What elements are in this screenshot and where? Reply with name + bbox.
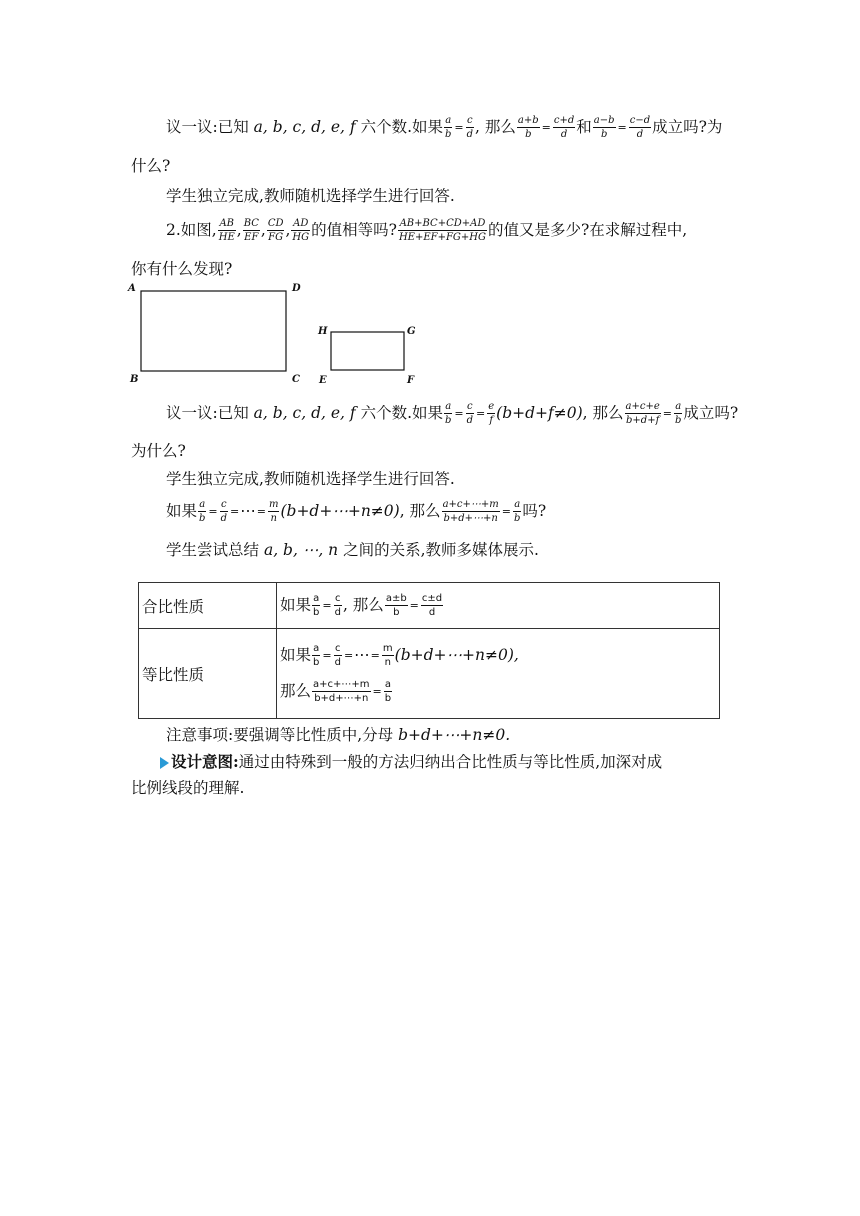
fraction: $\frac{a}{b}$ [445,115,452,140]
table-row [139,629,720,719]
general-question: 如果 $\frac{a}{b}$ = $\frac{c}{d}$ =⋯= $\frac{m}{n}$ (b+d+⋯+n≠0), 那么 $\frac{a+c+\cdots+m}{b+d+\cdots+n}$ = $\frac{a}{b}$ 吗? [166,499,547,524]
fraction: $\frac{a}{b}$ [384,678,392,704]
fraction: $\frac{BC}{EF}$ [243,218,259,243]
fraction: $\frac{a+c+e}{b+d+f}$ [625,401,660,426]
rectangle-hefg [331,332,404,370]
vertex-label: B [130,374,139,385]
question-2-cont: 你有什么发现? [131,260,233,278]
instruction-1: 学生独立完成,教师随机选择学生进行回答. [166,187,455,205]
fraction: $\frac{c}{d}$ [220,499,228,524]
discussion-1-cont: 什么? [131,157,171,175]
properties-table [138,582,720,719]
table-value: 如果 $\frac{a}{b}$ = $\frac{c}{d}$ , 那么 $\frac{a\pm b}{b}$ = $\frac{c\pm d}{d}$ [277,583,720,629]
fraction: $\frac{c}{d}$ [334,642,341,668]
summary-line: 学生尝试总结 a, b, ⋯, n 之间的关系,教师多媒体展示. [166,541,539,559]
rectangles-figure [126,280,426,390]
table-value: 如果 $\frac{a}{b}$ = $\frac{c}{d}$ =⋯= $\frac{m}{n}$ (b+d+⋯+n≠0), 那么 $\frac{a+c+\cdots+m}{b+d+\cdots+n}$ = $\frac{a}{b}$ [277,629,720,719]
fraction: $\frac{a+b}{b}$ [517,115,539,140]
fraction: $\frac{a}{b}$ [513,499,521,524]
fraction: $\frac{a}{b}$ [445,401,452,426]
vertex-label: C [292,374,300,385]
vertex-label: G [407,326,416,337]
vertex-label: E [319,375,327,386]
fraction: $\frac{AD}{HG}$ [292,218,310,243]
design-intent-cont: 比例线段的理解. [131,779,245,797]
vertex-label: D [292,283,301,294]
rectangle-abcd [141,291,286,371]
design-label: 设计意图: [171,752,239,771]
table-key: 等比性质 [139,629,277,719]
condition: (b+d+⋯+n≠0) [280,502,400,520]
vertex-label: A [128,283,136,294]
variables: a, b, c, d, e, f [253,404,356,422]
question-2: 2.如图, $\frac{AB}{HE}$ , $\frac{BC}{EF}$ , $\frac{CD}{FG}$ , $\frac{AD}{HG}$ 的值相等吗? $\frac{AB+BC+CD+AD}{HE+EF+FG+HG}$ 的值又是多少?在求解过程中, [166,218,688,243]
fraction: $\frac{c}{d}$ [334,592,341,618]
fraction: $\frac{c-d}{d}$ [629,115,651,140]
table-key: 合比性质 [139,583,277,629]
condition: (b+d+⋯+n≠0), [394,645,519,664]
fraction: $\frac{m}{n}$ [382,642,393,668]
fraction: $\frac{AB+BC+CD+AD}{HE+EF+FG+HG}$ [398,218,486,243]
fraction: $\frac{a-b}{b}$ [593,115,615,140]
fraction: $\frac{c}{d}$ [466,115,474,140]
discussion-2: 议一议:已知 a, b, c, d, e, f 六个数.如果 $\frac{a}{b}$ = $\frac{c}{d}$ = $\frac{e}{f}$ (b+d+f≠0), 那么 $\frac{a+c+e}{b+d+f}$ = $\frac{a}{b}$ 成立吗? [166,401,739,426]
fraction: $\frac{m}{n}$ [268,499,279,524]
fraction: $\frac{a+c+\cdots+m}{b+d+\cdots+n}$ [313,678,370,704]
fraction: $\frac{CD}{FG}$ [267,218,284,243]
note-line: 注意事项:要强调等比性质中,分母 b+d+⋯+n≠0. [166,726,511,744]
fraction: $\frac{a}{b}$ [313,642,320,668]
table-row [139,583,720,629]
fraction: $\frac{AB}{HE}$ [218,218,235,243]
instruction-2: 学生独立完成,教师随机选择学生进行回答. [166,470,455,488]
fraction: $\frac{c}{d}$ [466,401,474,426]
variables: a, b, ⋯, n [263,541,339,559]
variables: a, b, c, d, e, f [253,118,356,136]
fraction: $\frac{a+c+\cdots+m}{b+d+\cdots+n}$ [442,499,499,524]
vertex-label: F [407,375,415,386]
fraction: $\frac{a}{b}$ [199,499,206,524]
fraction: $\frac{a}{b}$ [313,592,320,618]
fraction: $\frac{c+d}{d}$ [553,115,575,140]
fraction: $\frac{a\pm b}{b}$ [385,592,407,618]
fraction: $\frac{a}{b}$ [675,401,682,426]
denominator-condition: b+d+⋯+n≠0. [398,726,511,744]
design-intent: 设计意图:通过由特殊到一般的方法归纳出合比性质与等比性质,加深对成 [160,752,662,772]
vertex-label: H [318,326,328,337]
discussion-1: 议一议:已知 a, b, c, d, e, f 六个数.如果 $\frac{a}{b}$ = $\frac{c}{d}$ , 那么 $\frac{a+b}{b}$ = $\frac{c+d}{d}$ 和 $\frac{a-b}{b}$ = $\frac{c-d}{d}$ 成立吗?为 [166,115,723,140]
fraction: $\frac{c\pm d}{d}$ [421,592,443,618]
condition: (b+d+f≠0) [496,404,583,422]
fraction: $\frac{e}{f}$ [488,401,495,426]
triangle-marker-icon [160,757,169,769]
discussion-2-cont: 为什么? [131,442,186,460]
